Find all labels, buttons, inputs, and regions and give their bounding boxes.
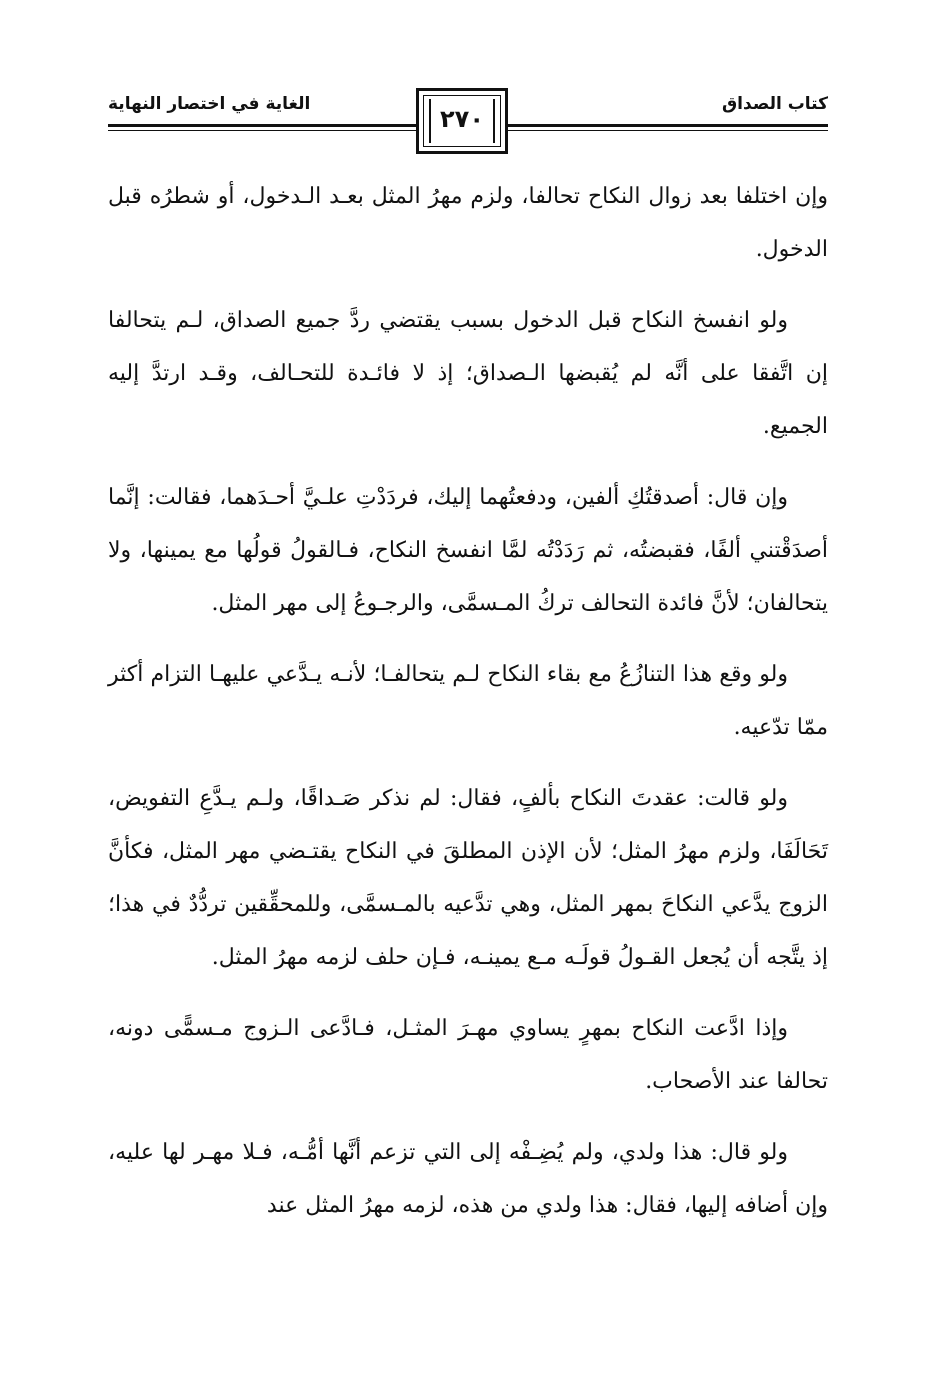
paragraph: ولو قال: هذا ولدي، ولم يُضِـفْه إلى التي تزعم أنَّها أمُّـه، فـلا مهـر لها عليه، وإن أضافه إليها، فقال: هذا ولدي من هذه، لزمه مهرُ المثل عند [108,1140,828,1218]
paragraph: ولو قالت: عقدتَ النكاح بألفٍ، فقال: لم نذكر صَـداقًا، ولـم يـدَّعِ التفويض، تَحَالَفَا، ولزم مهرُ المثل؛ لأن الإذن المطلقَ في النكاح يقتـضي مهر المثل، فكأنَّ الزوج يدَّعي النكاحَ بمهر المثل، وهي تدَّعيه بالمـسمَّى، وللمحقِّقين تردُّدٌ في هذا؛ إذ يتَّجه أن يُجعل القـولُ قولَـه مـع يمينـه، فـإن حلف لزمه مهرُ المثل. [108,786,828,970]
book-title: الغاية في اختصار النهاية [108,94,311,114]
page-number-frame [416,88,508,154]
paragraph: ولو انفسخ النكاح قبل الدخول بسبب يقتضي ردَّ جميع الصداق، لـم يتحالفا إن اتَّفقا على أنَّه لم يُقبضها الـصداق؛ إذ لا فائـدة للتحـالف، وقـد ارتدَّ إليه الجميع. [108,308,828,439]
page-body [108,170,828,1250]
page-number: ٢٧٠ [440,105,484,133]
paragraph: وإن قال: أصدقتُكِ ألفين، ودفعتُهما إليك، فردَدْتِ علـيَّ أحـدَهما، فقالت: إنَّما أصدَقْتني ألفًا، فقبضتُه، ثم رَدَدْتُه لمَّا انفسخ النكاح، فـالقولُ قولُها مع يمينها، ولا يتحالفان؛ لأنَّ فائدة التحالف تركُ المـسمَّى، والرجـوعُ إلى مهر المثل. [108,485,828,616]
paragraph: ولو وقع هذا التنازُعُ مع بقاء النكاح لـم يتحالفـا؛ لأنـه يـدَّعي عليهـا التزام أكثر ممّا تدّعيه. [108,662,828,740]
chapter-title: كتاب الصداق [721,94,828,114]
paragraph: وإذا ادَّعت النكاح بمهرٍ يساوي مهـرَ المثـل، فـادَّعى الـزوج مـسمًّى دونه، تحالفا عند الأصحاب. [108,1016,828,1094]
page-header [108,88,828,158]
paragraph: وإن اختلفا بعد زوال النكاح تحالفا، ولزم مهرُ المثل بعـد الـدخول، أو شطرُه قبل الدخول. [108,184,828,262]
